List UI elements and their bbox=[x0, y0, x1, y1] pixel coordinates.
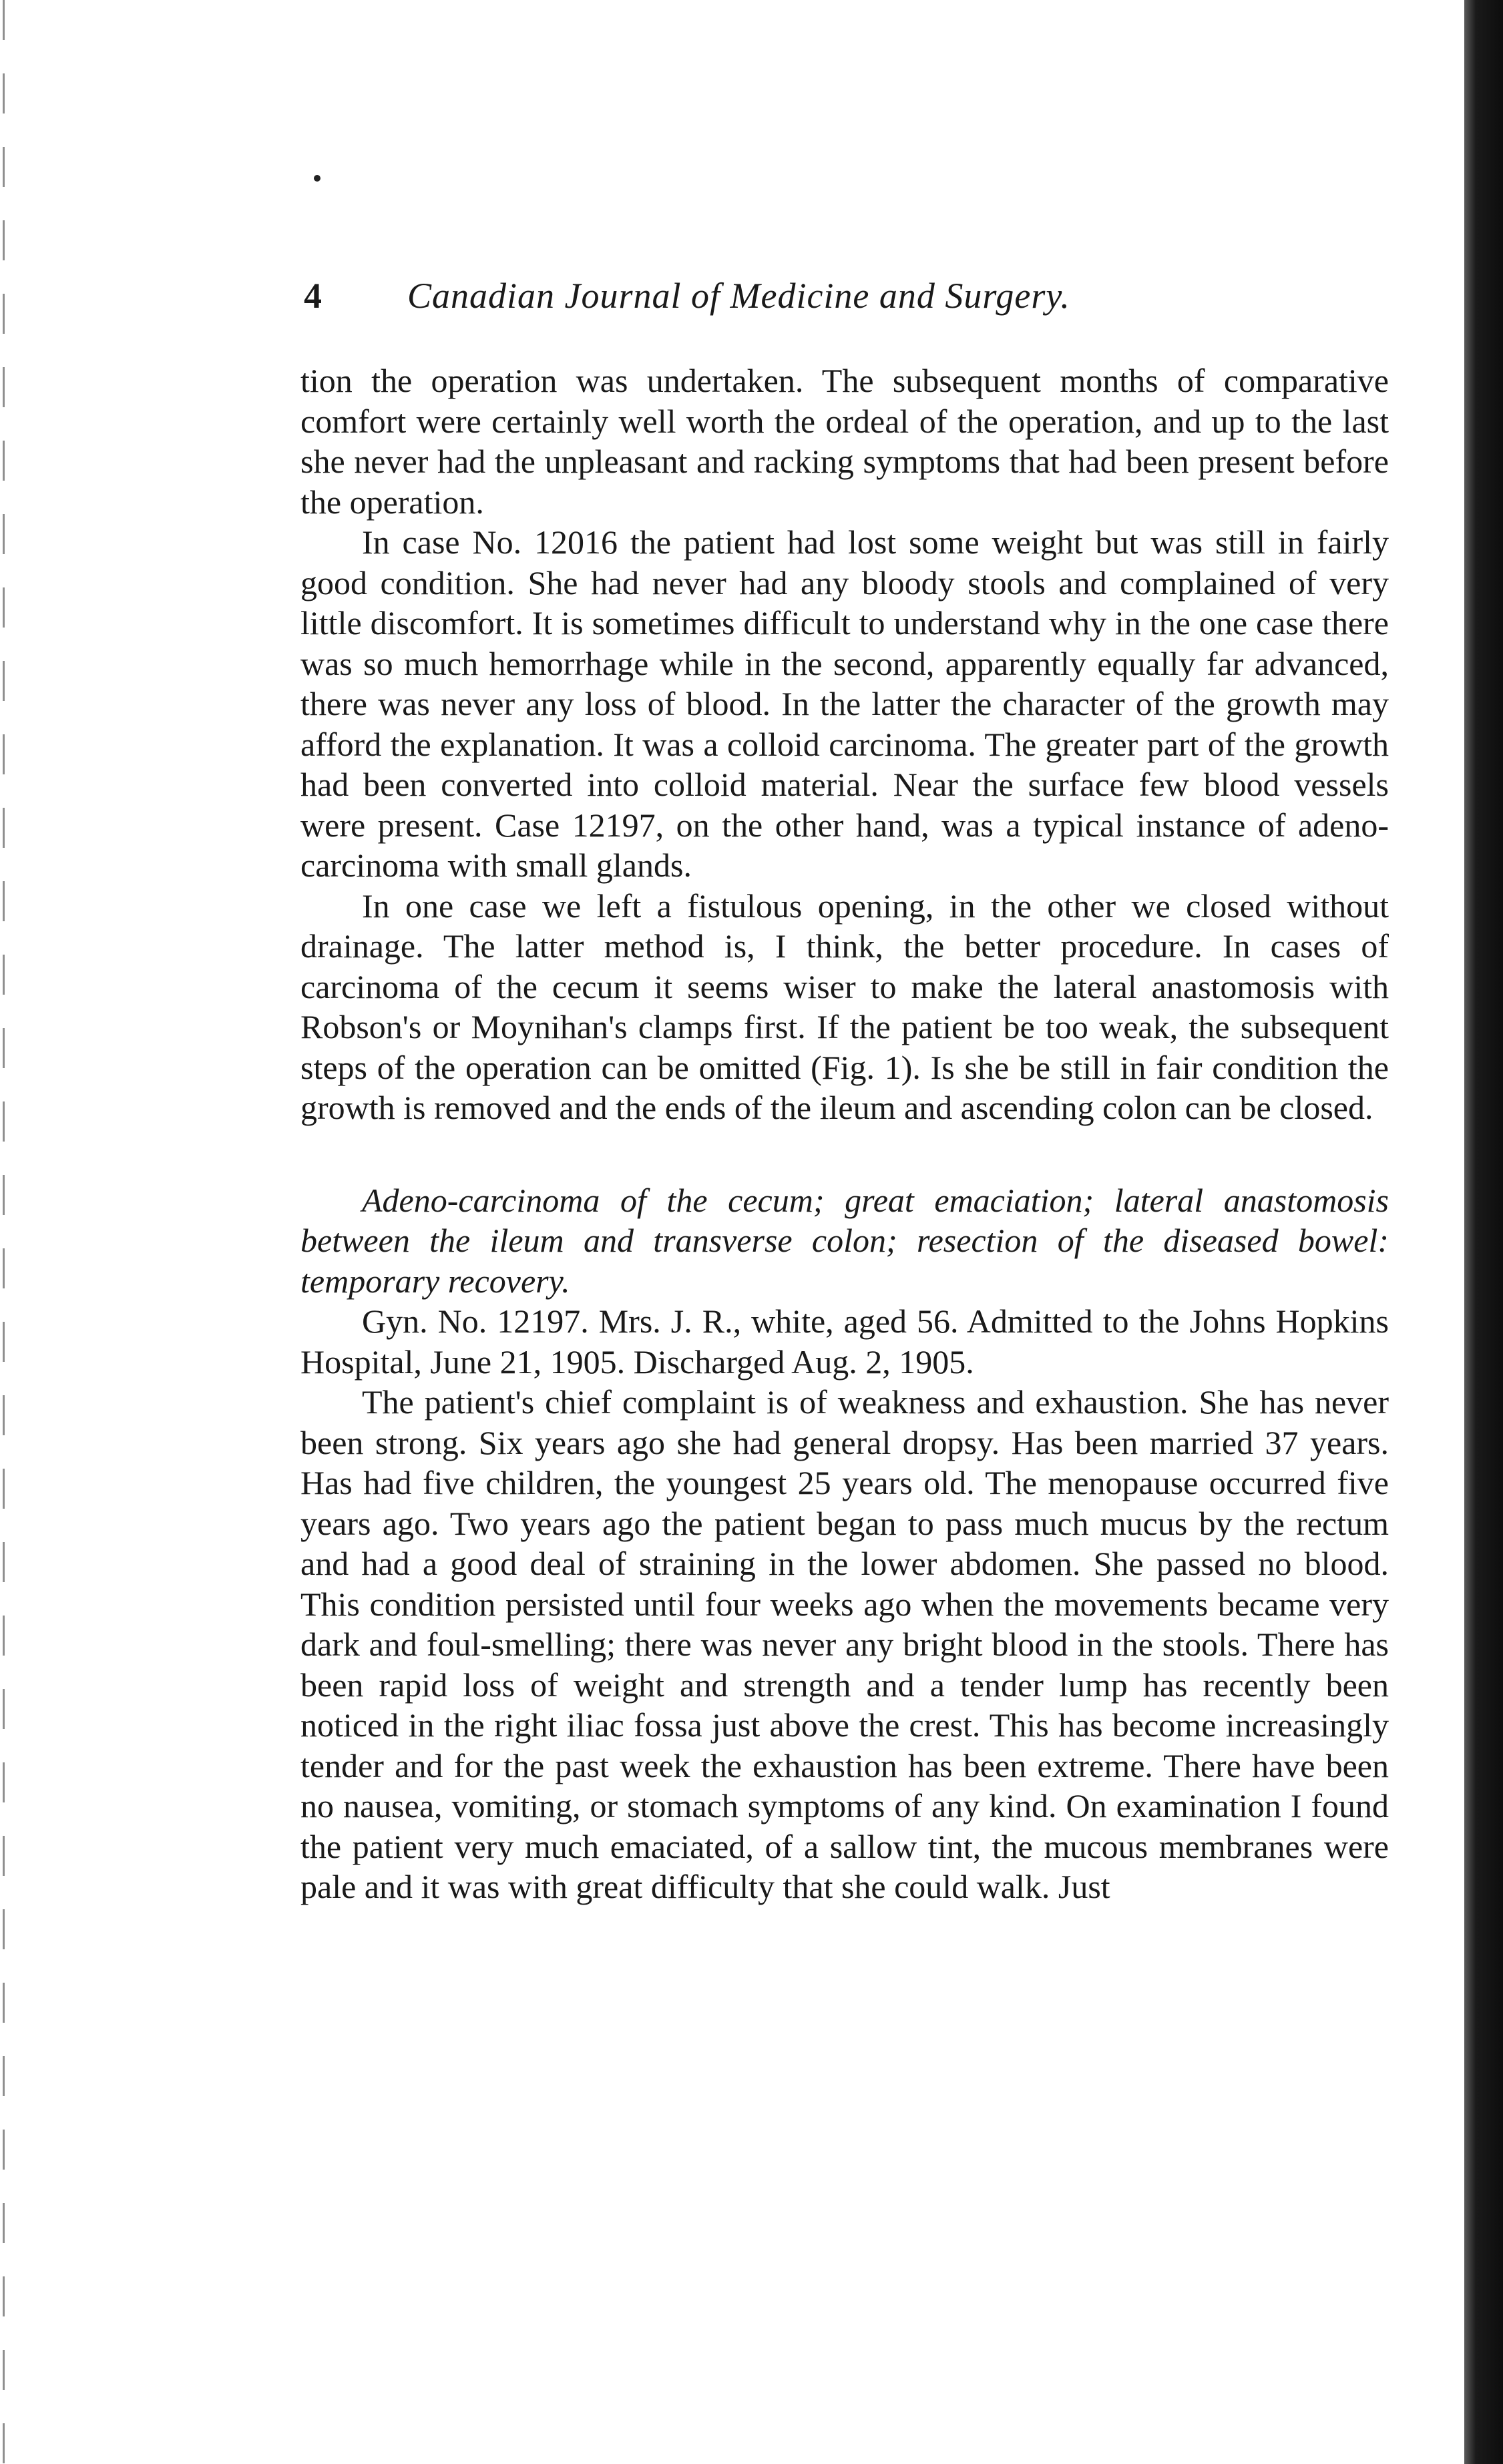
paragraph-complaint: The patient's chief complaint is of weakness and exhaustion. She has never been strong. Six years ago she had general dropsy. Has been married 37 years. Has had five children, the youngest 25 years old. The menopause occurred five years ago. Two years ago the patient began to pass much mucus by the rectum and had a good deal of straining in the lower abdomen. She passed no blood. This condition persisted until four weeks ago when the movements became very dark and foul-smelling; there was never any bright blood in the stools. There has been rapid loss of weight and strength and a tender lump has recently been noticed in the right iliac fossa just above the crest. This has become increasingly tender and for the past week the exhaustion has been extreme. There have been no nausea, vomiting, or stomach symptoms of any kind. On examination I found the patient very much emaciated, of a sallow tint, the mucous membranes were pale and it was with great difficulty that she could walk. Just bbox=[300, 1383, 1389, 1905]
body-text bbox=[300, 360, 1389, 1907]
paragraph-drainage: In one case we left a fistulous opening, in the other we closed without drainage. The latter method is, I think, the better procedure. In cases of carcinoma of the cecum it seems wiser to make the lateral anastomosis with Robson's or Moynihan's clamps first. If the patient be too weak, the subsequent steps of the operation can be omitted (Fig. 1). Is she be still in fair condition the growth is removed and the ends of the ileum and ascending colon can be closed. bbox=[300, 887, 1389, 1126]
scan-left-edge bbox=[3, 0, 5, 2464]
print-speck bbox=[314, 175, 320, 182]
paragraph-case-12016: In case No. 12016 the patient had lost some weight but was still in fairly good condition. She had never had any bloody stools and complained of very little discomfort. It is sometimes difficult to understand why in the one case there was so much hemorrhage while in the second, apparently equally far advanced, there was never any loss of blood. In the latter the character of the growth may afford the explanation. It was a colloid carcinoma. The greater part of the growth had been converted into colloid material. Near the surface few blood vessels were present. Case 12197, on the other hand, was a typical instance of adeno-carcinoma with small glands. bbox=[300, 523, 1389, 884]
paragraph-case-record: Gyn. No. 12197. Mrs. J. R., white, aged 56. Admitted to the Johns Hopkins Hospital, June 21, 1905. Discharged Aug. 2, 1905. bbox=[300, 1302, 1389, 1381]
running-head bbox=[304, 272, 1399, 319]
page-number: 4 bbox=[304, 276, 322, 316]
scan-right-edge bbox=[1464, 0, 1503, 2464]
case-heading: Adeno-carcinoma of the cecum; great emaciation; lateral anastomosis between the ileum and transverse colon; resection of the diseased bowel: temporary recovery. bbox=[300, 1181, 1389, 1300]
paragraph-continued: tion the operation was undertaken. The subsequent months of comparative comfort were certainly well worth the ordeal of the operation, and up to the last she never had the unpleasant and racking symptoms that had been present before the operation. bbox=[300, 362, 1389, 521]
journal-title: Canadian Journal of Medicine and Surgery. bbox=[407, 276, 1070, 316]
